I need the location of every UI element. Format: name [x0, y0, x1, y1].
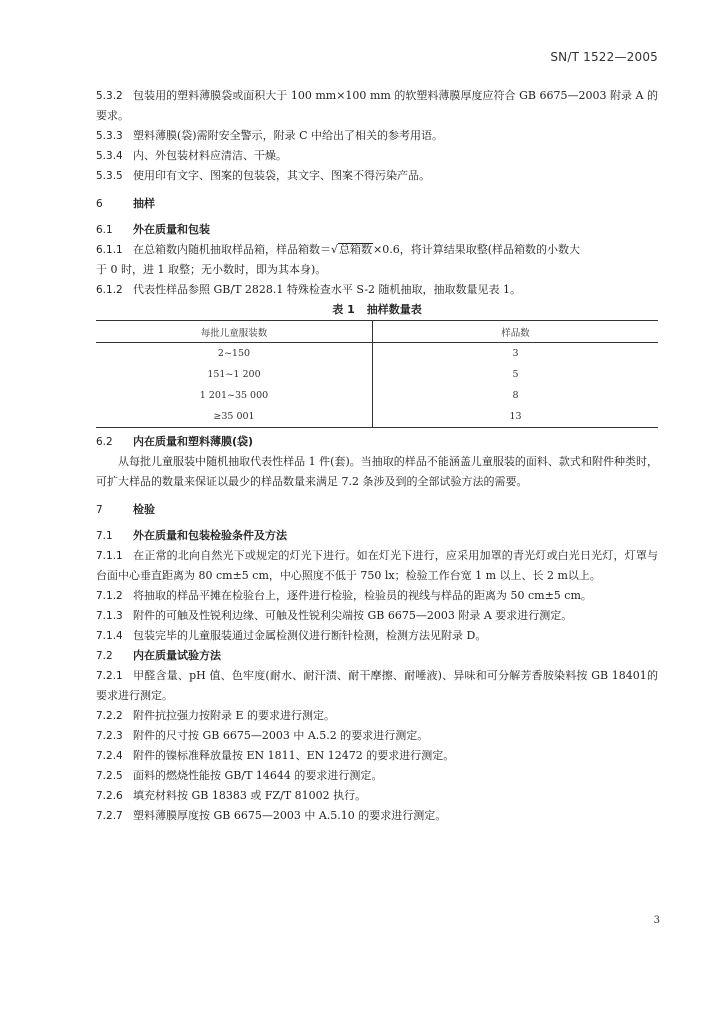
clause-number: 5.3.5	[96, 170, 123, 182]
clause-5-3-3	[96, 126, 658, 146]
table-caption	[96, 300, 658, 320]
table-cell: 8	[512, 390, 519, 401]
page-number: 3	[653, 915, 660, 926]
section-heading-6	[96, 194, 658, 214]
heading-title: 检验	[133, 503, 155, 516]
clause-number: 7.1.4	[96, 630, 123, 642]
table-row	[96, 385, 658, 406]
clause-text: 包装用的塑料薄膜袋或面积大于 100 mm×100 mm 的软塑料薄膜厚度应符合 GB 6675—2003 附录 A 的要求。	[96, 89, 658, 122]
clause-text: 使用印有文字、图案的包装袋，其文字、图案不得污染产品。	[133, 169, 430, 182]
heading-title: 内在质量和塑料薄膜(袋)	[133, 435, 254, 448]
clause-text: 甲醛含量、pH 值、色牢度(耐水、耐汗渍、耐干摩擦、耐唾液)、异味和可分解芳香胺染料按 GB 18401的要求进行测定。	[96, 669, 658, 702]
clause-number: 6.1.2	[96, 284, 123, 296]
clause-text: 附件的尺寸按 GB 6675—2003 中 A.5.2 的要求进行测定。	[133, 729, 429, 742]
clause-7-2-1	[96, 666, 658, 706]
table-label: 表 1	[332, 303, 355, 316]
clause-number: 7.1.2	[96, 590, 123, 602]
clause-number: 6.1.1	[96, 244, 123, 256]
standard-code: SN/T 1522—2005	[550, 50, 658, 64]
table-cell: 1 201~35 000	[96, 385, 373, 406]
clause-7-2-7	[96, 806, 658, 826]
sqrt-operand: 总箱数	[339, 243, 373, 256]
clause-number: 5.3.4	[96, 150, 123, 162]
clause-number: 7.1.3	[96, 610, 123, 622]
clause-7-1-1	[96, 546, 658, 586]
table-header-row	[96, 321, 658, 343]
clause-7-2-5	[96, 766, 658, 786]
heading-number: 6	[96, 198, 103, 210]
clause-7-1-2	[96, 586, 658, 606]
clause-number: 7.1.1	[96, 550, 123, 562]
table-row	[96, 343, 658, 365]
clause-text-cont: ×0.6，将计算结果取整(样品箱数的小数大	[373, 243, 581, 256]
clause-7-2-3	[96, 726, 658, 746]
clause-5-3-4	[96, 146, 658, 166]
clause-text: 内、外包装材料应清洁、干燥。	[133, 149, 287, 162]
clause-number: 7.2.6	[96, 790, 123, 802]
clause-6-1-2	[96, 280, 658, 300]
clause-6-1-1-line2: 于 0 时，进 1 取整；无小数时，即为其本身)。	[96, 263, 327, 276]
clause-number: 5.3.2	[96, 90, 123, 102]
clause-7-2-4	[96, 746, 658, 766]
column-header: 每批儿童服装数	[96, 321, 373, 343]
table-cell: 3	[512, 348, 519, 359]
section-heading-6-1	[96, 220, 658, 240]
clause-text: 将抽取的样品平摊在检验台上，逐件进行检验，检验员的视线与样品的距离为 50 cm±5 cm。	[133, 589, 592, 602]
table-title: 抽样数量表	[366, 303, 422, 316]
heading-title: 内在质量试验方法	[133, 649, 221, 662]
clause-number: 7.2.5	[96, 770, 123, 782]
paragraph-6-2: 从每批儿童服装中随机抽取代表性样品 1 件(套)。当抽取的样品不能涵盖儿童服装的面料、款式和附件种类时，可扩大样品的数量来保证以最少的样品数量来满足 7.2 条涉及到的全部试验方法的需要。	[96, 455, 658, 488]
clause-text: 附件的镍标准释放量按 EN 1811、EN 12472 的要求进行测定。	[133, 749, 455, 762]
heading-title: 外在质量和包装	[133, 223, 210, 236]
section-heading-7	[96, 500, 658, 520]
clause-7-1-3	[96, 606, 658, 626]
clause-text: 塑料薄膜厚度按 GB 6675—2003 中 A.5.10 的要求进行测定。	[133, 809, 447, 822]
heading-number: 6.2	[96, 436, 113, 448]
heading-number: 6.1	[96, 224, 113, 236]
clause-text: 在总箱数内随机抽取样品箱，样品箱数＝	[133, 243, 331, 256]
clause-text: 代表性样品参照 GB/T 2828.1 特殊检查水平 S-2 随机抽取，抽取数量见表 1。	[133, 283, 522, 296]
sampling-table	[96, 320, 658, 428]
table-cell: 5	[512, 369, 519, 380]
clause-5-3-2	[96, 86, 658, 126]
section-heading-7-1	[96, 526, 658, 546]
table-cell: ≥35 001	[96, 406, 373, 428]
heading-number: 7.2	[96, 650, 113, 662]
heading-title: 抽样	[133, 197, 155, 210]
heading-title: 外在质量和包装检验条件及方法	[133, 529, 287, 542]
clause-number: 5.3.3	[96, 130, 123, 142]
clause-6-1-1: 6.1.1 在总箱数内随机抽取样品箱，样品箱数＝√总箱数×0.6，将计算结果取整(样品箱数的小数大	[96, 240, 658, 260]
clause-number: 7.2.7	[96, 810, 123, 822]
clause-7-2-6	[96, 786, 658, 806]
clause-7-2-2	[96, 706, 658, 726]
table-cell: 2~150	[96, 343, 373, 365]
document-body	[96, 86, 658, 826]
table-row	[96, 406, 658, 428]
clause-7-1-4	[96, 626, 658, 646]
clause-number: 7.2.3	[96, 730, 123, 742]
column-header: 样品数	[373, 321, 659, 343]
table-row	[96, 364, 658, 385]
clause-number: 7.2.1	[96, 670, 123, 682]
clause-number: 7.2.2	[96, 710, 123, 722]
clause-number: 7.2.4	[96, 750, 123, 762]
table-cell: 151~1 200	[96, 364, 373, 385]
clause-text: 在正常的北向自然光下或规定的灯光下进行。如在灯光下进行，应采用加罩的青光灯或白光日光灯，灯罩与台面中心垂直距离为 80 cm±5 cm，中心照度不低于 750 lx；检验工作台宽 1 m 以上、长 2 m以上。	[96, 549, 658, 582]
table-cell: 13	[373, 406, 659, 428]
section-heading-6-2	[96, 432, 658, 452]
clause-text: 填充材料按 GB 18383 或 FZ/T 81002 执行。	[133, 789, 367, 802]
heading-number: 7.1	[96, 530, 113, 542]
clause-text: 附件的可触及性锐利边缘、可触及性锐利尖端按 GB 6675—2003 附录 A 要求进行测定。	[133, 609, 573, 622]
clause-text: 附件抗拉强力按附录 E 的要求进行测定。	[133, 709, 336, 722]
section-heading-7-2	[96, 646, 658, 666]
clause-text: 包装完毕的儿童服装通过金属检测仪进行断针检测，检测方法见附录 D。	[133, 629, 487, 642]
heading-number: 7	[96, 504, 103, 516]
clause-text: 塑料薄膜(袋)需附安全警示，附录 C 中给出了相关的参考用语。	[133, 129, 443, 142]
clause-text: 面料的燃烧性能按 GB/T 14644 的要求进行测定。	[133, 769, 383, 782]
clause-5-3-5	[96, 166, 658, 186]
